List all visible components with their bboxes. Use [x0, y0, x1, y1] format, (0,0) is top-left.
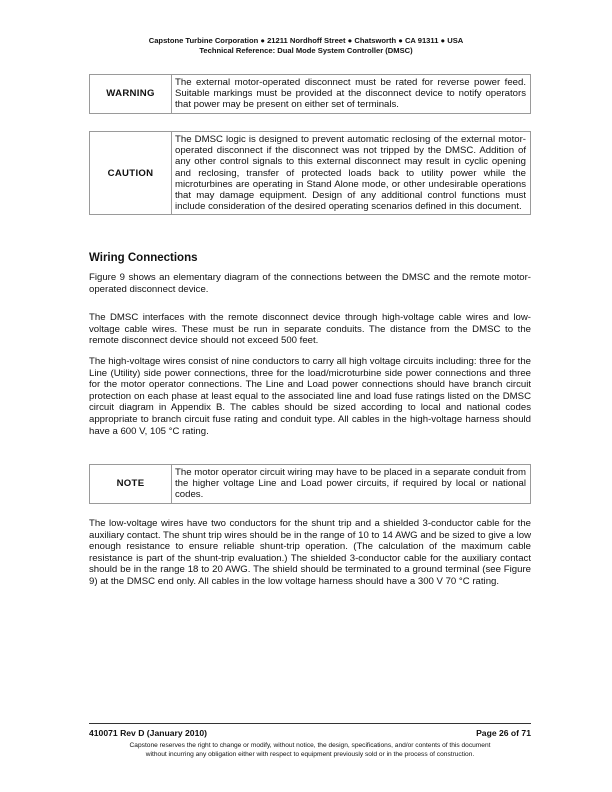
disclaimer-line: without incurring any obligation either with respect to equipment previously sold or in the process of construction. [145, 750, 475, 758]
warning-text: The external motor-operated disconnect must be rated for reverse power feed. Suitable markings must be provided at the disconnect device to notify operators that power may be present on either set of terminals. [172, 75, 531, 114]
page-header [0, 36, 612, 56]
paragraph: The DMSC interfaces with the remote disconnect device through high-voltage cable wires and low-voltage cable wires. These must be run in separate conduits. The distance from the DMSC to the remote disconnect device should not exceed 500 feet. [89, 312, 531, 347]
footer-divider [89, 723, 531, 724]
header-company-line: Capstone Turbine Corporation ● 21211 Nordhoff Street ● Chatsworth ● CA 91311 ● USA [148, 36, 464, 45]
note-box [89, 464, 531, 504]
note-label: NOTE [90, 465, 172, 504]
warning-label: WARNING [90, 75, 172, 114]
warning-box [89, 74, 531, 114]
header-document-title: Technical Reference: Dual Mode System Controller (DMSC) [199, 46, 413, 55]
caution-label: CAUTION [90, 132, 172, 215]
disclaimer-line: Capstone reserves the right to change or modify, without notice, the design, specifications, and/or contents of this document [129, 742, 491, 749]
caution-text: The DMSC logic is designed to prevent automatic reclosing of the external motor-operated disconnect if the disconnect was not tripped by the DMSC. Addition of any other control signals to this external disconnect may result in cyclic opening and reclosing, transfer of protected loads back to utility power while the microturbines are operating in Stand Alone mode, or other undesirable operations that may damage equipment. Design of any additional control functions must include consideration of the desired operating scenarios defined in this document. [172, 132, 531, 215]
paragraph: The low-voltage wires have two conductors for the shunt trip and a shielded 3-conductor cable for the auxiliary contact. The shunt trip wires should be in the range of 10 to 14 AWG and be sized to give a low enough resistance to ensure reliable shunt-trip operation. (The calculation of the maximum cable resistance is part of the shunt-trip evaluation.) The shielded 3-conductor cable for the auxiliary contact should be in the range 18 to 20 AWG. The shield should be terminated to a ground terminal (see Figure 9) at the DMSC end only. All cables in the low voltage harness should have a 300 V 70 °C rating. [89, 518, 531, 587]
section-heading: Wiring Connections [89, 252, 198, 264]
footer-disclaimer [89, 742, 531, 759]
paragraph: Figure 9 shows an elementary diagram of the connections between the DMSC and the remote motor-operated disconnect device. [89, 272, 531, 295]
footer-document-id: 410071 Rev D (January 2010) [89, 728, 208, 738]
note-text: The motor operator circuit wiring may have to be placed in a separate conduit from the higher voltage Line and Load power circuits, if required by local or national codes. [172, 465, 531, 504]
caution-box [89, 131, 531, 215]
footer-page-number: Page 26 of 71 [476, 728, 531, 738]
paragraph: The high-voltage wires consist of nine conductors to carry all high voltage circuits including: three for the Line (Utility) side power connections, three for the load/microturbine side power connections and three for the motor operator connections. The Line and Load power connections should have branch circuit protection on each phase at least equal to the associated line and load fuse ratings listed on the DMSC circuit diagram in Appendix B. The cables should be sized according to local and national codes appropriate to branch circuit fuse rating and conduit type. All cables in the high-voltage harness should have a 600 V, 105 °C rating. [89, 356, 531, 437]
